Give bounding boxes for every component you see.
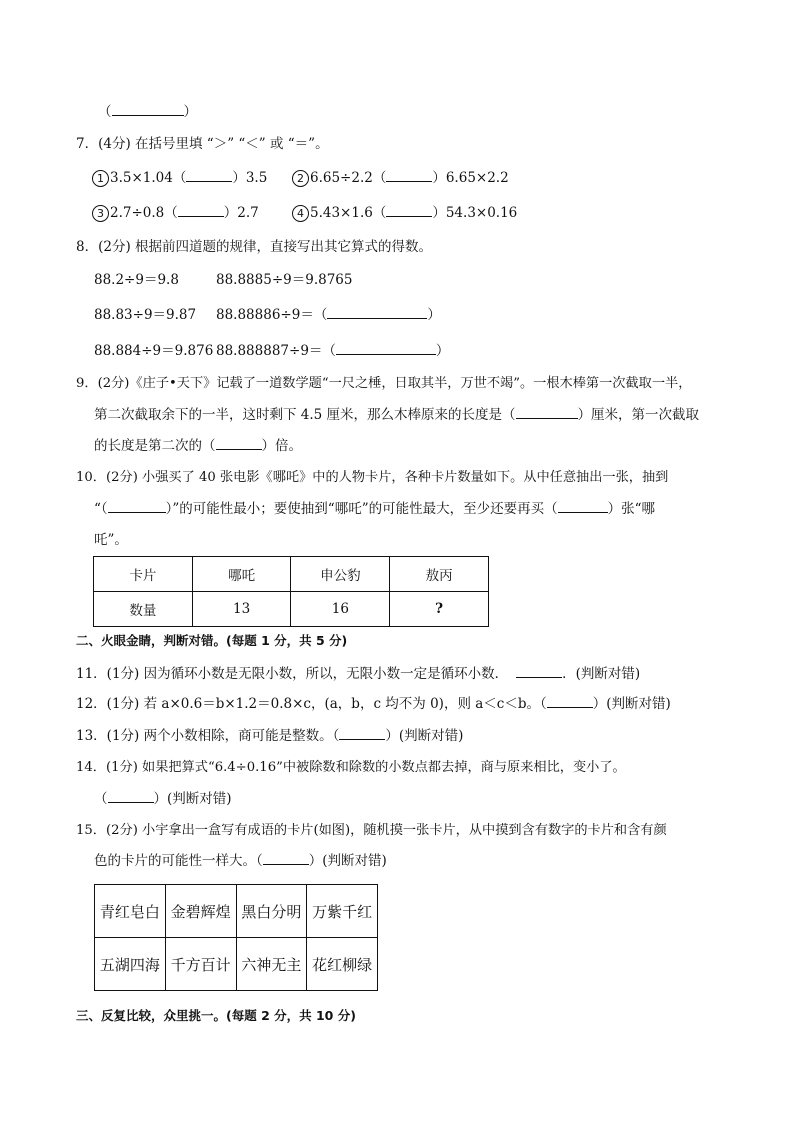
q8-row-1-a: 88.2÷9＝9.8 <box>94 272 179 288</box>
answer-blank[interactable] <box>516 405 578 419</box>
q8-row-2-b: 88.88886÷9＝（ ） <box>216 307 441 323</box>
table-header-cell: 哪吒 <box>192 557 291 592</box>
table-header-cell: 申公豹 <box>291 557 390 592</box>
q8-row-1-b: 88.8885÷9＝9.8765 <box>216 272 353 288</box>
q9-line-3: 的长度是第二次的（ ）倍。 <box>94 438 302 454</box>
idiom-card-table <box>94 884 378 991</box>
q7-stem: 7．(4分) 在括号里填 “＞” “＜” 或 “＝”。 <box>76 136 329 152</box>
q7-item-1: 1 3.5×1.04（ ）3.5 <box>92 168 267 188</box>
q15-line-2: 色的卡片的可能性一样大。（ ）(判断对错) <box>94 853 387 869</box>
idiom-card: 青红皂白 <box>95 885 166 938</box>
answer-blank[interactable] <box>339 726 385 740</box>
q14-line-1: 14．(1分) 如果把算式“6.4÷0.16”中被除数和除数的小数点都去掉，商与原来相比，变小了。 <box>76 760 626 775</box>
idiom-card: 金碧辉煌 <box>165 885 236 938</box>
q8-row-3-b: 88.888887÷9＝（ ） <box>216 343 450 359</box>
answer-blank[interactable] <box>327 305 427 319</box>
answer-blank[interactable] <box>516 664 562 678</box>
table-cell: 数量 <box>94 592 193 627</box>
table-header-cell: 敖丙 <box>390 557 489 592</box>
q9-line-2: 第二次截取余下的一半，这时剩下 4.5 厘米，那么木棒原来的长度是（ ）厘米，第一次截取 <box>94 407 700 423</box>
answer-blank[interactable] <box>547 694 593 708</box>
table-row <box>95 938 378 991</box>
q7-item-3: 3 2.7÷0.8（ ）2.7 <box>92 203 259 223</box>
q15-line-1: 15．(2分) 小宇拿出一盒写有成语的卡片(如图)，随机摸一张卡片，从中摸到含有数字的卡片和含有颜 <box>76 823 667 838</box>
q7-item-4: 4 5.43×1.6（ ）54.3×0.16 <box>292 203 517 223</box>
idiom-card: 黑白分明 <box>236 885 307 938</box>
q10-line-3: 吒”。 <box>94 532 128 548</box>
table-cell: ? <box>390 592 489 627</box>
q8-row-2-a: 88.83÷9＝9.87 <box>94 307 197 323</box>
circled-number: 3 <box>92 205 109 222</box>
q14-line-2: （ ）(判断对错) <box>94 791 232 807</box>
circled-number: 4 <box>292 205 309 222</box>
card-count-table <box>93 556 489 627</box>
answer-blank[interactable] <box>386 168 432 182</box>
section-2-heading: 二、火眼金睛，判断对错。(每题 1 分，共 5 分) <box>76 633 348 648</box>
circled-number: 2 <box>292 170 309 187</box>
q11: 11．(1分) 因为循环小数是无限小数，所以，无限小数一定是循环小数． ．(判断对错) <box>76 666 641 682</box>
table-row <box>94 592 489 627</box>
q12: 12．(1分) 若 a×0.6＝b×1.2＝0.8×c，(a，b，c 均不为 0)，则 a＜c＜b。（ ）(判断对错) <box>76 696 671 712</box>
answer-blank[interactable] <box>558 499 608 513</box>
q7-item-2: 2 6.65÷2.2（ ）6.65×2.2 <box>292 168 509 188</box>
q10-line-1: 10．(2分) 小强买了 40 张电影《哪吒》中的人物卡片，各种卡片数量如下。从中任意抽出一张，抽到 <box>76 470 669 485</box>
q13: 13．(1分) 两个小数相除，商可能是整数。（ ）(判断对错) <box>76 728 464 744</box>
answer-blank[interactable] <box>336 341 436 355</box>
answer-blank[interactable] <box>216 436 262 450</box>
answer-blank[interactable] <box>386 203 432 217</box>
answer-blank[interactable] <box>186 168 232 182</box>
q10-line-2: “（ ）”的可能性最小；要使抽到“哪吒”的可能性最大，至少还要再买（ ）张“哪 <box>94 501 656 517</box>
table-header-cell: 卡片 <box>94 557 193 592</box>
answer-blank[interactable] <box>108 499 166 513</box>
q8-row-3-a: 88.884÷9＝9.876 <box>94 343 214 359</box>
idiom-card: 五湖四海 <box>95 938 166 991</box>
idiom-card: 六神无主 <box>236 938 307 991</box>
idiom-card: 万紫千红 <box>307 885 378 938</box>
table-cell: 16 <box>291 592 390 627</box>
idiom-card: 千方百计 <box>165 938 236 991</box>
answer-blank[interactable] <box>178 203 224 217</box>
answer-blank[interactable] <box>108 789 154 803</box>
table-row <box>95 885 378 938</box>
idiom-card: 花红柳绿 <box>307 938 378 991</box>
q8-stem: 8．(2分) 根据前四道题的规律，直接写出其它算式的得数。 <box>76 239 433 255</box>
answer-blank[interactable] <box>263 851 309 865</box>
circled-number: 1 <box>92 170 109 187</box>
table-row <box>94 557 489 592</box>
table-cell: 13 <box>192 592 291 627</box>
q6-answer-blank[interactable]: （ ） <box>98 104 197 120</box>
section-3-heading: 三、反复比较，众里挑一。(每题 2 分，共 10 分) <box>76 1008 356 1023</box>
q9-line-1: 9．(2分)《庄子•天下》记载了一道数学题“一尺之棰，日取其半，万世不竭”。一根木棒第一次截取一半， <box>76 376 692 391</box>
